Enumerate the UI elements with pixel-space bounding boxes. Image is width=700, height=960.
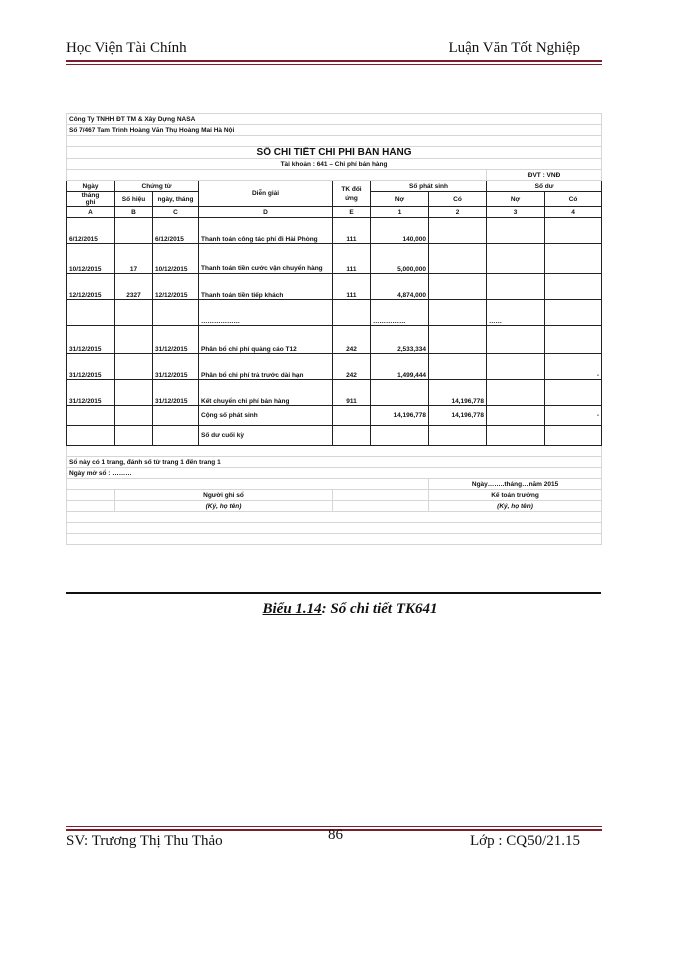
col-du-no-header: Nợ bbox=[487, 192, 545, 207]
col-code: B bbox=[115, 207, 153, 218]
total-label: Cộng số phát sinh bbox=[199, 406, 333, 426]
sign-date: Ngày……..tháng…năm 2015 bbox=[429, 479, 602, 490]
total-du-co: - bbox=[545, 406, 602, 426]
unit-label: ĐVT : VNĐ bbox=[487, 170, 602, 181]
footer-class: Lớp : CQ50/21.15 bbox=[469, 833, 580, 849]
caption-text: : Sổ chi tiết TK641 bbox=[321, 601, 438, 617]
table-row: 31/12/2015 31/12/2015 Kết chuyển chi phí bán hàng 911 14,196,778 bbox=[67, 380, 602, 406]
col-date-header: Ngày bbox=[67, 181, 115, 192]
table-row: 10/12/2015 17 10/12/2015 Thanh toán tiền cước vận chuyển hàng 111 5,000,000 bbox=[67, 244, 602, 274]
preparer-sign: (Ký, họ tên) bbox=[115, 501, 333, 512]
col-code: 3 bbox=[487, 207, 545, 218]
col-code: E bbox=[333, 207, 371, 218]
caption-prefix: Biểu 1.14 bbox=[262, 601, 322, 617]
col-code: D bbox=[199, 207, 333, 218]
col-code: C bbox=[153, 207, 199, 218]
company-name: Công Ty TNHH ĐT TM & Xây Dựng NASA bbox=[67, 114, 602, 125]
col-code: A bbox=[67, 207, 115, 218]
col-desc-header: Diễn giải bbox=[199, 181, 333, 207]
header-school: Học Viện Tài Chính bbox=[66, 40, 187, 56]
pages-note: Sổ này có 1 trang, đánh số từ trang 1 đến trang 1 bbox=[67, 457, 602, 468]
ledger-table bbox=[66, 113, 602, 545]
figure-caption bbox=[0, 601, 700, 618]
col-ps-header: Số phát sinh bbox=[371, 181, 487, 192]
col-code: 4 bbox=[545, 207, 602, 218]
col-tk-header: TK đối ứng bbox=[333, 181, 371, 207]
col-voucher-date-header: ngày, tháng bbox=[153, 192, 199, 207]
col-du-header: Số dư bbox=[487, 181, 602, 192]
col-date-header-sub: tháng ghi bbox=[67, 192, 115, 207]
total-no: 14,196,778 bbox=[371, 406, 429, 426]
col-ps-co-header: Có bbox=[429, 192, 487, 207]
sheet-bottom-rule bbox=[66, 592, 601, 594]
table-row: 31/12/2015 31/12/2015 Phân bổ chi phí trả trước dài hạn 242 1,499,444 - bbox=[67, 354, 602, 380]
chief-label: Kế toán trưởng bbox=[429, 490, 602, 501]
total-row bbox=[67, 406, 602, 426]
chief-sign: (Ký, họ tên) bbox=[429, 501, 602, 512]
header-rule-thin bbox=[66, 64, 602, 65]
closing-row bbox=[67, 426, 602, 446]
ledger-title: SỔ CHI TIẾT CHI PHÍ BÁN HÀNG bbox=[67, 147, 602, 159]
col-voucher-no-header: Số hiệu bbox=[115, 192, 153, 207]
open-date: Ngày mở sổ : ……… bbox=[67, 468, 602, 479]
col-voucher-header: Chứng từ bbox=[115, 181, 199, 192]
ledger-sheet bbox=[66, 113, 601, 545]
total-co: 14,196,778 bbox=[429, 406, 487, 426]
closing-label: Số dư cuối kỳ bbox=[199, 426, 333, 446]
table-row: 31/12/2015 31/12/2015 Phân bổ chi phí quảng cáo T12 242 2,533,334 bbox=[67, 326, 602, 354]
company-address: Số 7/467 Tam Trinh Hoàng Văn Thụ Hoàng Mai Hà Nội bbox=[67, 125, 602, 136]
table-row: 6/12/2015 6/12/2015 Thanh toán công tác phí đi Hải Phòng 111 140,000 bbox=[67, 218, 602, 244]
col-code: 2 bbox=[429, 207, 487, 218]
col-ps-no-header: Nợ bbox=[371, 192, 429, 207]
account-line: Tài khoản : 641 – Chi phí bán hàng bbox=[67, 159, 602, 170]
footer-student: SV: Trương Thị Thu Thảo bbox=[66, 833, 223, 849]
col-du-co-header: Có bbox=[545, 192, 602, 207]
header-thesis: Luận Văn Tốt Nghiệp bbox=[448, 40, 580, 56]
col-code: 1 bbox=[371, 207, 429, 218]
header-rule bbox=[66, 60, 602, 62]
preparer-label: Người ghi sổ bbox=[115, 490, 333, 501]
table-row: 12/12/2015 2327 12/12/2015 Thanh toán tiền tiếp khách 111 4,874,000 bbox=[67, 274, 602, 300]
page-number: 86 bbox=[328, 827, 343, 843]
table-row: ……………… …………… …… bbox=[67, 300, 602, 326]
